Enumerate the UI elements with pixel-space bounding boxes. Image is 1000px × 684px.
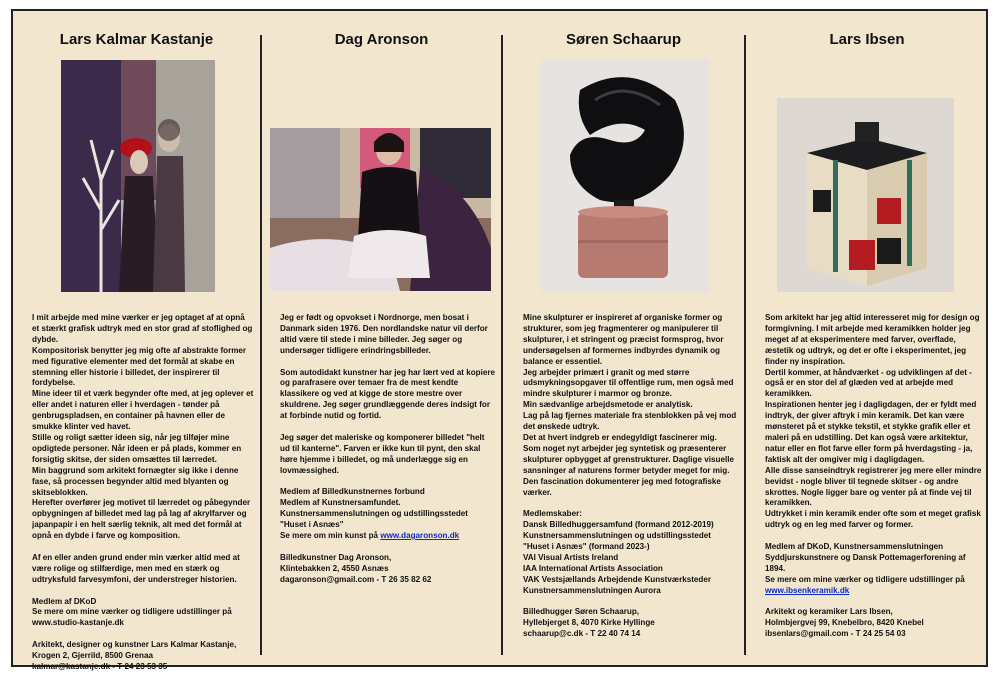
- membership-text: Medlem af DKoD, Kunstnersammenslutningen Syddjurskunstnere og Dansk Pottemagerforening af 1894.: [765, 542, 966, 573]
- website-link[interactable]: www.ibsenkeramik.dk: [765, 585, 850, 595]
- bio-paragraph: Jeg er født og opvokset i Nordnorge, men bosat i Danmark siden 1976. Den nordlandske natur vil derfor altid være til stede i mine billeder. Jeg søger og undersøger tidligere erindringsbilleder.: [280, 313, 488, 355]
- artist-name: Søren Schaarup: [565, 31, 682, 48]
- artist-column-schaarup: [503, 11, 744, 665]
- contact-paragraph: Billedhugger Søren Schaarup, Hyllebjerget 8, 4070 Kirke Hyllinge schaarup@c.dk - T 22 40 74 14: [523, 607, 655, 639]
- artist-column-ibsen: [746, 11, 988, 665]
- contact-paragraph: Billedkunstner Dag Aronson, Klintebakken 2, 4550 Asnæs dagaronson@gmail.com - T 26 35 82 62: [280, 552, 432, 584]
- artist-bio: [765, 313, 983, 651]
- membership-paragraph: [280, 487, 496, 542]
- bio-paragraph: Af en eller anden grund ender min værker altid med at være rolige og stilfærdige, men med en stærk og udtryksfuld farvesymfoni, der understreger historien.: [32, 552, 240, 584]
- artwork-image: [777, 98, 954, 292]
- link-prefix: Se mere om mine værker og tidligere udstillinger på: [765, 574, 965, 584]
- artwork-image: [270, 128, 491, 291]
- artist-column-kastanje: [13, 11, 260, 671]
- bio-paragraph: Som autodidakt kunstner har jeg har lært ved at kopiere og parafrasere over temaer fra de mest kendte klassikere og ved at kigge de store mestre over skuldrene. Jeg søger grundlæggende deres indsigt for at forbinde nutid og fortid.: [280, 367, 495, 421]
- bio-paragraph: Jeg søger det maleriske og komponerer billedet "helt ud til kanterne". Farven er ikke kun til pynt, den skal høre hjemme i billedet, og må underlægge sig en lovmæssighed.: [280, 432, 485, 475]
- artist-column-aronson: [262, 11, 501, 665]
- artist-bio: [280, 313, 496, 596]
- membership-paragraph: Medlemskaber: Dansk Billedhuggersamfund (formand 2012-2019) Kunstnersammenslutningen og udstillingsstedet "Huset i Asnæs" (formand 2023-) VAI Visual Artists Ireland IAA International Artists Association VAK Vestsjællands Arbejdende Kunstværksteder Kunstnersammenslutningen Aurora: [523, 509, 714, 595]
- membership-paragraph: Medlem af DKoD Se mere om mine værker og tidligere udstillinger på www.studio-kastanje.dk: [32, 596, 232, 628]
- catalog-sheet: [11, 9, 988, 671]
- artist-bio: [523, 313, 739, 651]
- membership-text: Medlem af Billedkunstnernes forbund Medlem af Kunstnersamfundet. Kunstnersammenslutningen og udstillingsstedet "Huset i Asnæs": [280, 487, 468, 530]
- artist-name: Lars Kalmar Kastanje: [59, 31, 214, 48]
- contact-paragraph: Arkitekt og keramiker Lars Ibsen, Holmbjergvej 99, Knebelbro, 8420 Knebel ibsenlars@gmail.com - T 24 25 54 03: [765, 607, 924, 639]
- artist-name: Lars Ibsen: [829, 31, 905, 48]
- artist-bio: [32, 313, 254, 684]
- bio-paragraph: I mit arbejde med mine værker er jeg optaget af at opnå et stærkt grafisk udtryk med en stor grad af stoflighed og dybde. Kompositorisk benytter jeg mig ofte af abstrakte former med figurative elementer med det formål at skabe en stemning eller historie i billedet, der inspirerer til fordybelse. Mine ideer til et værk begynder ofte med, at jeg oplever et eller andet i naturen eller i hverdagen - tønder på genbrugspladsen, en container på havnen eller de smukke klinter ved havet. Stille og roligt sætter ideen sig, når jeg tilføjer mine opdigtede personer. Når ideen er på plads, kommer en forsigtig skitse, der siden omsættes til lærredet. Min baggrund som arkitekt fornægter sig ikke i denne fase, så processen begynder altid med blyanten og skitseblokken. Herefter overfører jeg motivet til lærredet og påbegynder opbygningen af billedet med lag på lag af akrylfarver og japanpapir i en helt særlig teknik, alt med det formål at opnå en dybde i farve og komposition.: [32, 313, 254, 541]
- bio-paragraph: Mine skulpturer er inspireret af organiske former og strukturer, som jeg fragmenterer og manipulerer til skulpturer, i et stringent og præcist formsprog, hvor undersøgelsen af formernes indbyrdes dynamik og balance er essentiel. Jeg arbejder primært i granit og med større udsmykningsopgaver til offentlige rum, men også med mindre skulpturer i marmor og bronze. Min sædvanlige arbejdsmetode er analytisk. Lag på lag fjernes materiale fra stenblokken på vej mod det ønskede udtryk. Det at hvert indgreb er endegyldigt fascinerer mig. Som noget nyt arbejder jeg syntetisk og præsenterer skulpturer opbygget af grenstrukturer. Daglige visuelle sansninger af naturens former betyder meget for mig. Den fascination dokumenterer jeg med fotografiske værker.: [523, 313, 737, 497]
- artwork-image: [61, 60, 215, 292]
- artwork-image: [540, 60, 709, 292]
- bio-paragraph: Som arkitekt har jeg altid interesseret mig for design og formgivning. I mit arbejde med keramikken holder jeg meget af at eksperimentere med farver, overflade, æstetik og udtryk, og det er ofte i eksperimentet, jeg finder ny inspiration. Dertil kommer, at håndværket - og udviklingen af det - også er en stor del af glæden ved at arbejde med keramikken. Inspirationen henter jeg i dagligdagen, der er fyldt med indtryk, der giver aftryk i min keramik. Det kan være mønsteret på et stykke tekstil, et stykke grafik eller et maleri på en udstilling. Det kan også være arkitektur, natur eller en flot farve eller form på hverdagsting - ja, faktisk alt der omgiver mig i dagligdagen. Alle disse sanseindtryk registrerer jeg mere eller mindre bevidst - nogle bliver til tegnede skitser - og andre skrottes. Nogle ligger bare og venter på at finde vej til keramikken. Udtrykket i min keramik ender ofte som et meget grafisk udtryk og en leg med farver og former.: [765, 313, 982, 530]
- contact-paragraph: Arkitekt, designer og kunstner Lars Kalmar Kastanje, Krogen 2, Gjerrild, 8500 Grenaa kalmar@kastanje.dk - T 24 23 53 35: [32, 640, 237, 671]
- membership-paragraph: [765, 542, 983, 597]
- website-link[interactable]: www.dagaronson.dk: [380, 531, 460, 541]
- artist-name: Dag Aronson: [334, 31, 429, 48]
- link-prefix: Se mere om min kunst på: [280, 531, 381, 541]
